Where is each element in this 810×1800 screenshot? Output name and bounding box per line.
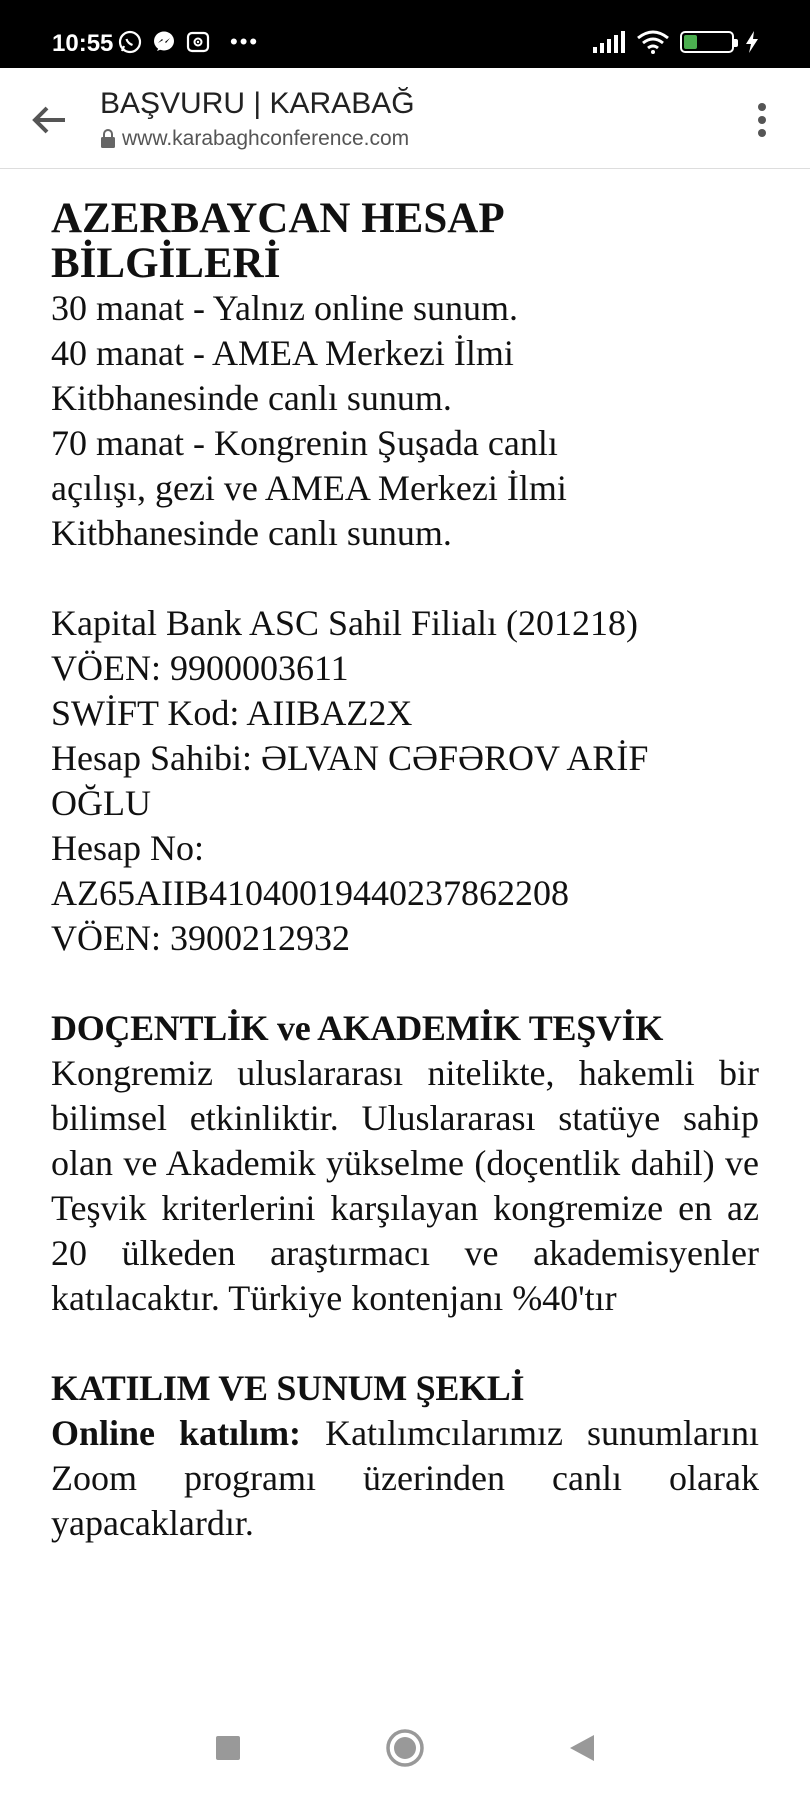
more-vert-icon [757,102,767,138]
bank-line: SWİFT Kod: AIIBAZ2X [51,693,413,733]
back-arrow-icon [32,105,68,135]
url-text: www.karabaghconference.com [122,127,410,150]
bank-line: Hesap No: [51,828,204,868]
section-heading-docentlik: DOÇENTLİK ve AKADEMİK TEŞVİK [51,1008,664,1048]
system-icons [592,30,760,54]
browser-header [0,68,810,169]
whatsapp-icon [118,30,142,54]
messenger-icon [152,30,176,54]
bank-line: Kapital Bank ASC Sahil Filialı (201218) [51,603,638,643]
battery-icon [680,31,734,53]
fee-line: Kitbhanesinde canlı sunum. [51,513,452,553]
status-time: 10:55 [52,30,114,57]
bank-line: VÖEN: 3900212932 [51,918,350,958]
status-bar [0,0,810,68]
back-nav-button[interactable] [560,1726,604,1770]
url-bar[interactable] [100,126,409,152]
fee-line: 70 manat - Kongrenin Şuşada canlı [51,423,558,463]
bank-line: OĞLU [51,783,151,823]
circle-icon [385,1728,425,1768]
signal-icon [592,30,626,54]
docentlik-paragraph: Kongremiz uluslararası nitelikte, hakemli bir bilimsel etkinliktir. Uluslararası statüye sahip olan ve Akademik yükselme (doçentlik dahil) ve Teşvik kriterlerini karşılayan kongremize en az 20 ülkeden araştırmacı ve akademisyenler katılacaktır. Türkiye kontenjanı %40'tır [51,1053,759,1318]
recents-button[interactable] [206,1726,250,1770]
overflow-menu-button[interactable] [742,98,782,142]
online-participation-paragraph [51,1411,759,1546]
navigation-bar [0,1696,810,1800]
fee-line: Kitbhanesinde canlı sunum. [51,378,452,418]
page-title: BAŞVURU | KARABAĞ [100,87,415,120]
more-notifications-icon: ••• [230,29,260,54]
bank-line: Hesap Sahibi: ƏLVAN CƏFƏROV ARİF [51,738,649,778]
bank-line: VÖEN: 9900003611 [51,648,349,688]
lock-icon [100,129,116,149]
page-content [51,196,759,1546]
section-heading-katilim: KATILIM VE SUNUM ŞEKLİ [51,1368,525,1408]
fee-line: 40 manat - AMEA Merkezi İlmi [51,333,514,373]
back-button[interactable] [28,98,72,142]
notification-icons [118,30,259,54]
battery-level: 29 [698,33,716,50]
bank-details [51,601,759,961]
home-button[interactable] [383,1726,427,1770]
fee-line: açılışı, gezi ve AMEA Merkezi İlmi [51,468,567,508]
online-label: Online katılım: [51,1413,302,1453]
triangle-back-icon [568,1733,596,1763]
screen-record-icon [186,30,210,54]
square-icon [215,1735,241,1761]
wifi-icon [636,30,670,54]
charging-icon [744,30,760,54]
section-heading-bank-info: AZERBAYCAN HESAP BİLGİLERİ [51,195,505,287]
bank-line: AZ65AIIB41040019440237862208 [51,873,569,913]
fee-line: 30 manat - Yalnız online sunum. [51,288,518,328]
fee-list [51,286,759,556]
online-text: Katılımcılarımız sunumlarını Zoom programı üzerinden canlı olarak yapacaklardır. [51,1413,759,1543]
